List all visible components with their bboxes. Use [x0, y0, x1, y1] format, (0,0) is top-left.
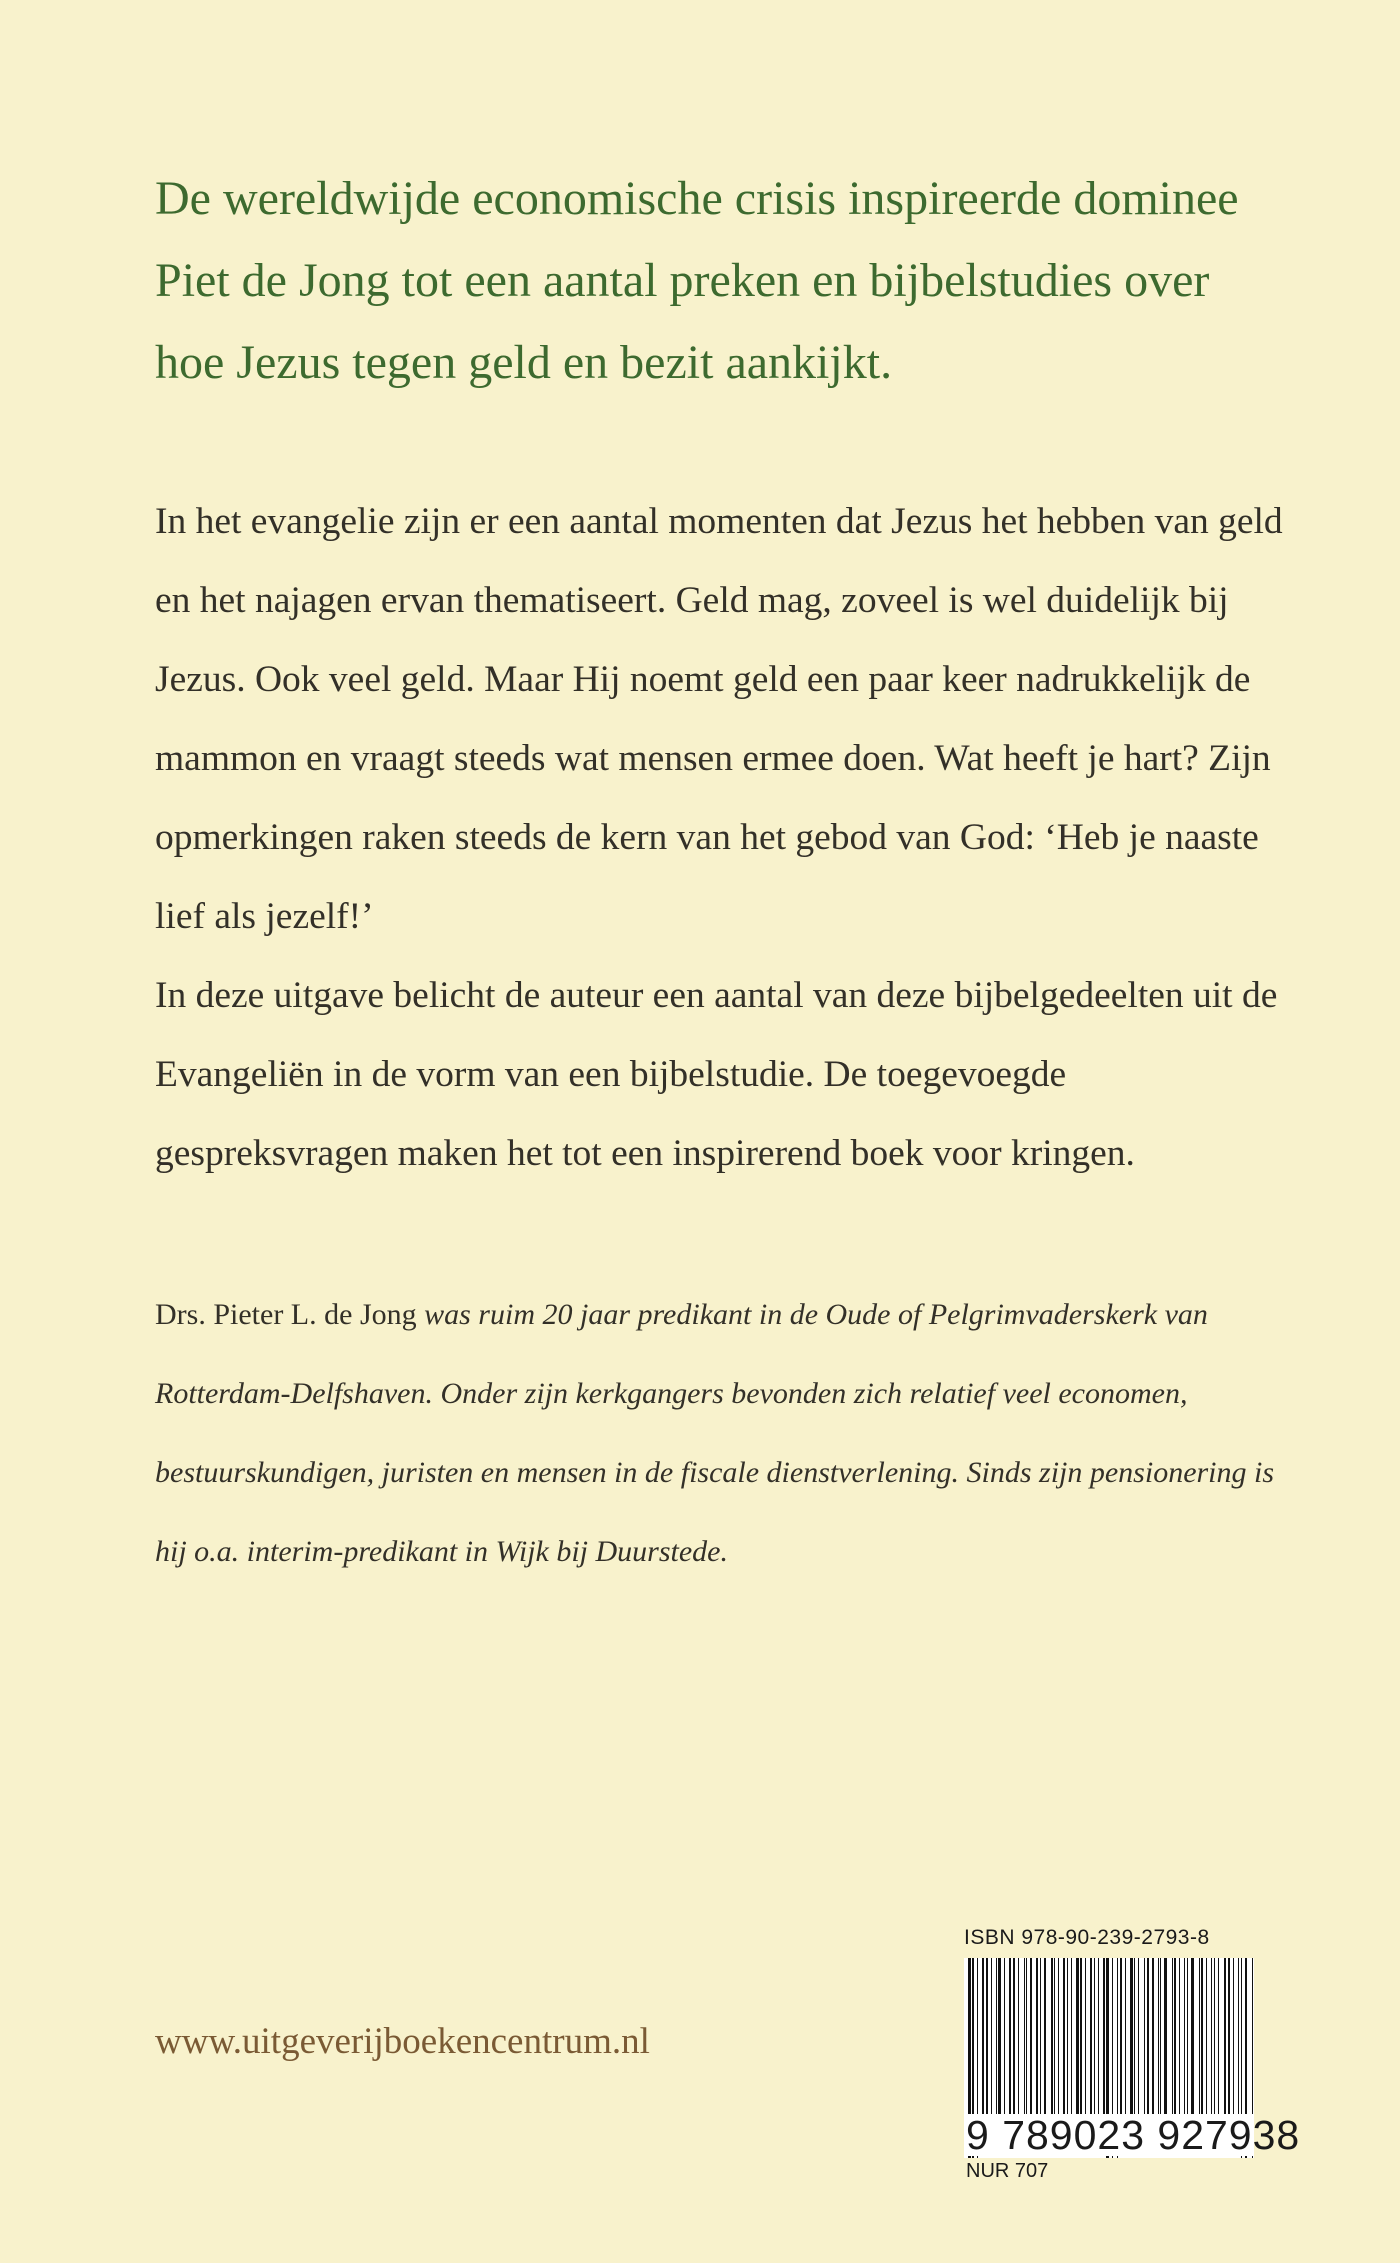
barcode-bar — [1233, 1958, 1234, 2134]
description — [155, 482, 1285, 1193]
barcode-bar — [1071, 1958, 1072, 2134]
barcode-bar — [1030, 1958, 1032, 2134]
barcode-bar — [1238, 1958, 1239, 2134]
barcode-bar — [1009, 1958, 1011, 2134]
barcode-bar — [1094, 1958, 1095, 2134]
barcode-bar — [1164, 1958, 1167, 2134]
barcode-bar — [986, 1958, 988, 2134]
barcode-bar — [1191, 1958, 1194, 2134]
barcode-bar — [1199, 1958, 1200, 2134]
barcode-bar — [1051, 1958, 1053, 2134]
barcode-bar — [1160, 1958, 1161, 2134]
barcode-bar — [1152, 1958, 1154, 2134]
barcode-bar — [1044, 1958, 1047, 2134]
author-bio-text: was ruim 20 jaar predikant in de Oude of Pelgrimvaderskerk van Rotterdam-Delfshaven. Onder zijn kerkgangers bevonden zich relatief veel economen, bestuurskundigen, juristen en mensen in de fiscale dienstverlening. Sinds zijn pensionering is hij o.a. interim-predikant in Wijk bij Duurstede. — [155, 1298, 1275, 1568]
barcode-bar — [1201, 1958, 1203, 2134]
barcode-bar — [1172, 1958, 1173, 2134]
barcode-bar — [998, 1958, 1001, 2134]
barcode-bar — [1054, 1958, 1055, 2134]
barcode-bar — [1080, 1958, 1082, 2134]
barcode-bar — [1206, 1958, 1207, 2134]
barcode-bar — [1218, 1958, 1219, 2134]
description-paragraph-1: In het evangelie zijn er een aantal momenten dat Jezus het hebben van geld en het najagen ervan thematiseert. Geld mag, zoveel is wel duidelijk bij Jezus. Ook veel geld. Maar Hij noemt geld een paar keer nadrukkelijk de mammon en vraagt steeds wat mensen ermee doen. Wat heeft je hart? Zijn opmerkingen raken steeds de kern van het gebod van God: ‘Heb je naaste lief als jezelf!’ — [155, 501, 1283, 937]
barcode-bar — [1013, 1958, 1016, 2134]
barcode-bar — [1211, 1958, 1212, 2134]
author-bio — [155, 1275, 1285, 1591]
barcode-bar — [1144, 1958, 1146, 2134]
website-url: www.uitgeverijboekencentrum.nl — [155, 2021, 650, 2062]
barcode-bar — [996, 1958, 997, 2134]
barcode-bar — [1130, 1958, 1133, 2134]
barcode-bar — [991, 1958, 992, 2134]
barcode-bar — [1125, 1958, 1126, 2134]
barcode-bar — [1214, 1958, 1216, 2134]
barcode-bar — [1076, 1958, 1079, 2134]
barcode-bar — [982, 1958, 984, 2134]
barcode-bar — [1147, 1958, 1149, 2134]
barcode-bar — [1158, 1958, 1159, 2134]
barcode-bar — [1004, 1958, 1005, 2134]
barcode-bar — [1026, 1958, 1027, 2134]
barcode-bar — [1067, 1958, 1068, 2134]
barcode-bar — [1085, 1958, 1086, 2134]
barcode-bar — [1120, 1958, 1122, 2134]
intro-text: De wereldwijde economische crisis inspireerde dominee Piet de Jong tot een aantal preken en bijbelstudies over hoe Jezus tegen geld en bezit aankijkt. — [155, 172, 1239, 389]
isbn-label: ISBN 978-90-239-2793-8 — [964, 1926, 1210, 1949]
barcode-bar — [1063, 1958, 1065, 2134]
barcode-bar — [1018, 1958, 1019, 2134]
barcode-bar — [1036, 1958, 1038, 2134]
barcode-bar — [1179, 1958, 1180, 2134]
barcode-bar — [1134, 1958, 1135, 2134]
author-name: Drs. Pieter L. de Jong — [155, 1298, 417, 1331]
barcode-bar — [1058, 1958, 1059, 2134]
barcode-bar — [1224, 1958, 1227, 2134]
barcode-bar — [1090, 1958, 1092, 2134]
barcode-bar — [1174, 1958, 1176, 2134]
barcode-bar — [1228, 1958, 1230, 2134]
description-paragraph-2: In deze uitgave belicht de auteur een aantal van deze bijbelgedeelten uit de Evangeliën in de vorm van een bijbelstudie. De toegevoegde gespreksvragen maken het tot een inspirerend boek voor kringen. — [155, 975, 1278, 1174]
barcode-bar — [1024, 1958, 1025, 2134]
barcode-bar — [1103, 1958, 1105, 2134]
isbn-barcode — [964, 1926, 1301, 2183]
barcode-bar — [1138, 1958, 1139, 2134]
barcode-bar — [1098, 1958, 1099, 2134]
barcode-bar — [1187, 1958, 1189, 2134]
barcode-bar — [1040, 1958, 1041, 2134]
barcode-bar — [1184, 1958, 1185, 2134]
barcode-digits: 9 789023 927938 — [966, 2112, 1301, 2158]
nur-code: NUR 707 — [966, 2160, 1049, 2182]
